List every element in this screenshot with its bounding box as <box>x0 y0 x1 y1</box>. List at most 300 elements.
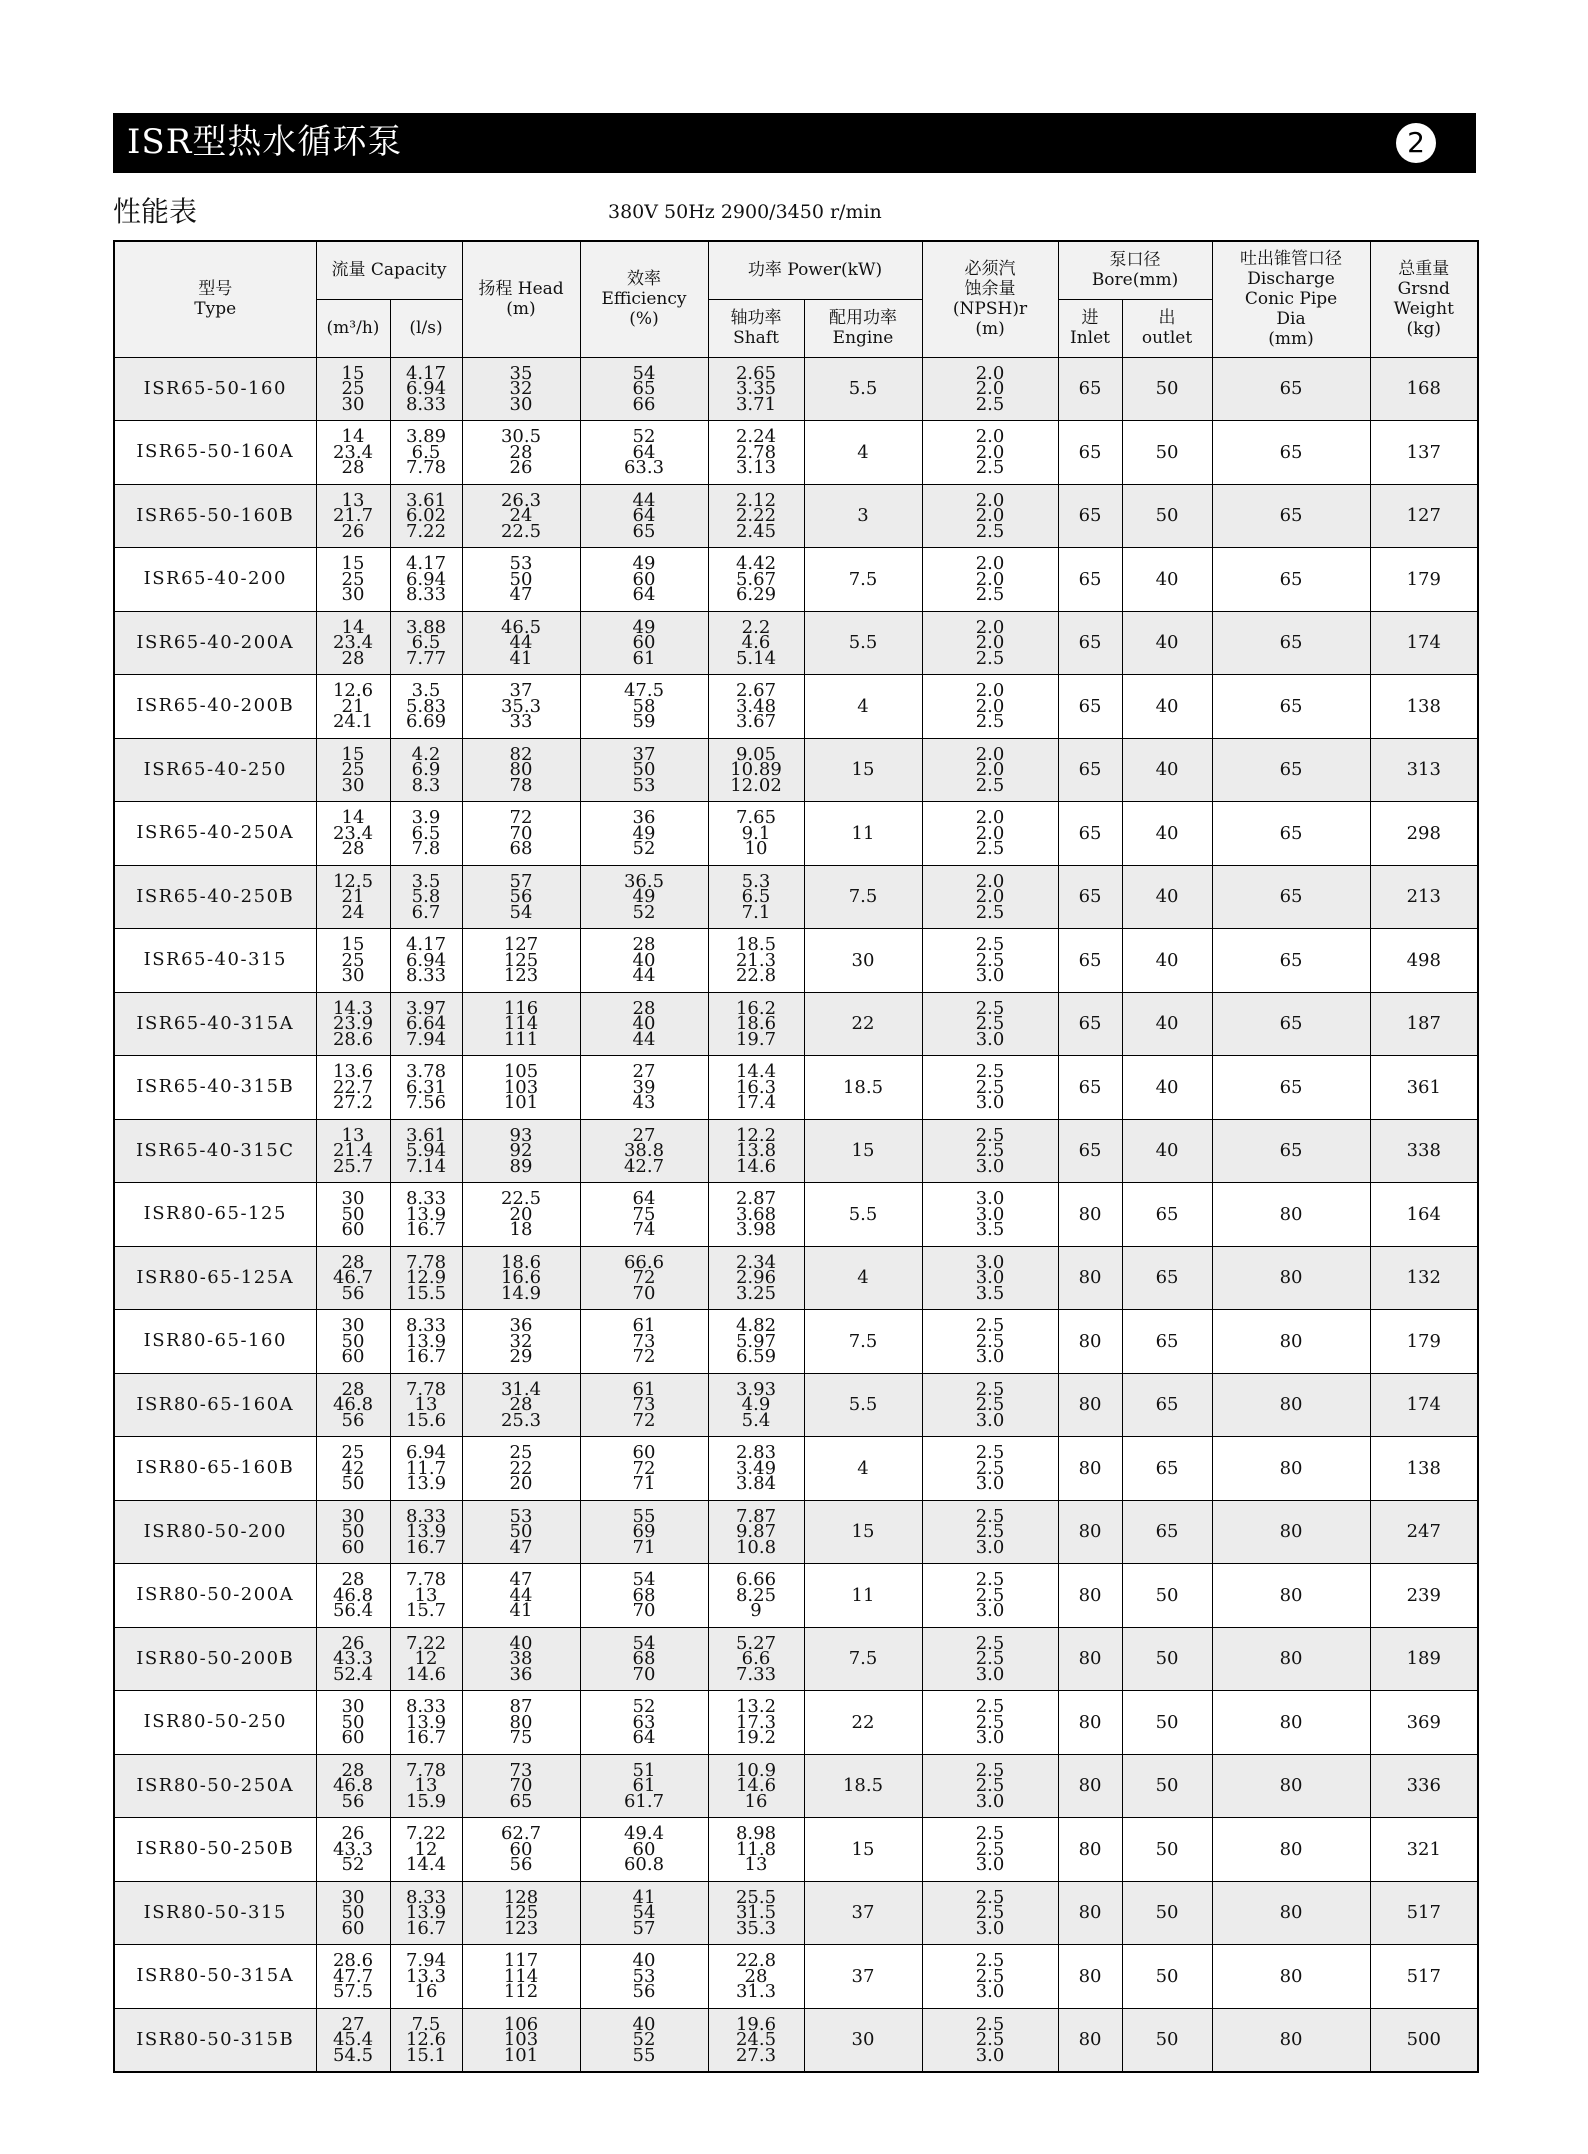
cell-type: ISR80-50-315A <box>114 1945 316 2009</box>
cell-efficiency-value: 66 <box>632 393 656 415</box>
cell-npsh-value: 2.5 <box>975 1330 1005 1352</box>
cell-capacity-m3h-value: 21 <box>341 695 365 717</box>
cell-capacity-ls-value: 7.94 <box>405 1950 447 1971</box>
cell-discharge: 65 <box>1212 357 1370 421</box>
cell-shaft-power-value: 4.82 <box>735 1315 777 1336</box>
header-head-line: 扬程 Head <box>478 279 564 300</box>
cell-capacity-ls <box>390 1119 462 1183</box>
cell-weight: 313 <box>1370 738 1478 802</box>
cell-capacity-ls-value: 6.94 <box>405 949 447 971</box>
cell-npsh <box>922 1373 1058 1437</box>
cell-capacity-m3h-value: 26 <box>341 1632 365 1654</box>
cell-head-value: 28 <box>509 1394 533 1415</box>
cell-shaft-power <box>708 1564 804 1628</box>
cell-shaft-power-value: 5.4 <box>741 1409 771 1431</box>
cell-weight: 500 <box>1370 2008 1478 2072</box>
cell-head <box>462 2008 580 2072</box>
cell-shaft-power-value: 3.35 <box>735 378 777 399</box>
cell-npsh <box>922 675 1058 739</box>
cell-head-value: 40 <box>509 1632 533 1654</box>
cell-discharge: 80 <box>1212 1310 1370 1374</box>
cell-efficiency-value: 52 <box>632 1696 656 1717</box>
cell-npsh-value: 3.0 <box>975 1203 1005 1225</box>
cell-inlet: 65 <box>1058 802 1122 866</box>
cell-capacity-m3h-value: 25 <box>341 759 365 780</box>
cell-weight: 517 <box>1370 1945 1478 2009</box>
cell-efficiency <box>580 675 708 739</box>
cell-discharge: 80 <box>1212 1564 1370 1628</box>
header-efficiency <box>580 241 708 357</box>
cell-discharge: 65 <box>1212 865 1370 929</box>
cell-efficiency-value: 64 <box>632 441 656 463</box>
cell-outlet: 40 <box>1122 865 1212 929</box>
table-row <box>114 1818 1478 1882</box>
cell-head-value: 20 <box>509 1473 533 1494</box>
cell-outlet: 50 <box>1122 2008 1212 2072</box>
cell-shaft-power-value: 18.5 <box>735 934 777 955</box>
cell-weight: 336 <box>1370 1754 1478 1818</box>
cell-shaft-power-value: 2.78 <box>735 441 777 463</box>
cell-inlet: 65 <box>1058 1056 1122 1120</box>
cell-shaft-power-value: 5.3 <box>741 870 771 892</box>
cell-head-value: 123 <box>503 965 539 986</box>
cell-shaft-power-value: 24.5 <box>735 2029 777 2050</box>
cell-efficiency-value: 49.4 <box>623 1823 665 1844</box>
cell-efficiency <box>580 1945 708 2009</box>
header-bore-line: Bore(mm) <box>1091 270 1179 291</box>
cell-shaft-power <box>708 484 804 548</box>
cell-shaft-power <box>708 1818 804 1882</box>
cell-npsh-value: 2.5 <box>975 1632 1005 1654</box>
cell-shaft-power-value: 22.8 <box>735 1950 777 1971</box>
cell-npsh-value: 2.5 <box>975 1965 1005 1987</box>
cell-npsh-value: 2.5 <box>975 774 1005 796</box>
header-weight <box>1370 241 1478 357</box>
cell-outlet: 50 <box>1122 1881 1212 1945</box>
cell-efficiency-value: 65 <box>632 520 656 542</box>
cell-head-value: 80 <box>509 1711 533 1733</box>
cell-efficiency-value: 44 <box>632 1028 656 1050</box>
cell-npsh-value: 3.5 <box>975 1282 1005 1304</box>
cell-npsh-value: 2.5 <box>975 1521 1005 1542</box>
cell-engine-power: 15 <box>804 1500 922 1564</box>
header-type-line: Type <box>194 299 237 320</box>
cell-npsh-value: 2.0 <box>975 362 1005 384</box>
cell-inlet: 80 <box>1058 1373 1122 1437</box>
cell-capacity-ls-value: 4.2 <box>411 743 441 765</box>
cell-capacity-m3h-value: 23.4 <box>332 632 374 653</box>
cell-shaft-power-value: 2.2 <box>741 616 771 638</box>
cell-npsh-value: 2.5 <box>975 520 1005 542</box>
cell-capacity-m3h-value: 30 <box>341 774 365 796</box>
cell-weight: 517 <box>1370 1881 1478 1945</box>
cell-efficiency <box>580 992 708 1056</box>
cell-type: ISR80-50-250A <box>114 1754 316 1818</box>
cell-engine-power: 7.5 <box>804 865 922 929</box>
cell-weight: 189 <box>1370 1627 1478 1691</box>
table-row <box>114 929 1478 993</box>
cell-shaft-power-value: 19.7 <box>735 1028 777 1050</box>
cell-shaft-power-value: 31.5 <box>735 1902 777 1923</box>
cell-discharge: 65 <box>1212 548 1370 612</box>
cell-type: ISR65-40-200B <box>114 675 316 739</box>
cell-capacity-ls-value: 7.14 <box>405 1155 447 1177</box>
cell-weight: 168 <box>1370 357 1478 421</box>
cell-engine-power: 4 <box>804 1246 922 1310</box>
cell-efficiency-value: 72 <box>632 1267 656 1288</box>
cell-type: ISR80-65-125A <box>114 1246 316 1310</box>
cell-shaft-power-value: 6.6 <box>741 1648 771 1669</box>
cell-npsh-value: 2.5 <box>975 1378 1005 1400</box>
cell-npsh-value: 2.5 <box>975 1061 1005 1082</box>
cell-outlet: 50 <box>1122 1564 1212 1628</box>
cell-head-value: 73 <box>509 1759 533 1781</box>
cell-efficiency-value: 59 <box>632 711 656 732</box>
cell-engine-power: 15 <box>804 1119 922 1183</box>
cell-efficiency-value: 40 <box>632 1013 656 1034</box>
cell-shaft-power-value: 35.3 <box>735 1917 777 1939</box>
cell-efficiency <box>580 1627 708 1691</box>
cell-npsh <box>922 1754 1058 1818</box>
cell-inlet: 65 <box>1058 1119 1122 1183</box>
cell-shaft-power-value: 28 <box>744 1965 768 1987</box>
cell-type: ISR65-40-315B <box>114 1056 316 1120</box>
cell-efficiency-value: 54 <box>632 1902 656 1923</box>
cell-npsh-value: 2.0 <box>975 378 1005 399</box>
cell-head <box>462 1183 580 1247</box>
cell-capacity-ls-value: 13 <box>414 1394 438 1415</box>
cell-efficiency <box>580 802 708 866</box>
cell-head-value: 36 <box>509 1315 533 1336</box>
header-npsh-line: (NPSH)r <box>952 299 1028 320</box>
header-discharge <box>1212 241 1370 357</box>
cell-shaft-power-value: 19.2 <box>735 1727 777 1748</box>
cell-capacity-ls-value: 12.6 <box>405 2029 447 2050</box>
cell-efficiency-value: 61 <box>632 647 656 669</box>
table-row <box>114 1373 1478 1437</box>
cell-capacity-m3h-value: 46.8 <box>332 1394 374 1415</box>
cell-head-value: 35.3 <box>500 695 542 717</box>
cell-efficiency-value: 51 <box>632 1759 656 1781</box>
cell-npsh <box>922 738 1058 802</box>
cell-head-value: 50 <box>509 568 533 590</box>
cell-weight: 179 <box>1370 548 1478 612</box>
cell-capacity-m3h-value: 43.3 <box>332 1648 374 1669</box>
header-head-line: (m) <box>506 299 536 320</box>
cell-engine-power: 5.5 <box>804 357 922 421</box>
cell-efficiency-value: 52 <box>632 2029 656 2050</box>
cell-capacity-m3h-value: 28 <box>341 457 365 478</box>
cell-head-value: 29 <box>509 1346 533 1367</box>
cell-shaft-power-value: 5.67 <box>735 568 777 590</box>
cell-capacity-ls <box>390 421 462 485</box>
cell-efficiency <box>580 1691 708 1755</box>
performance-table <box>113 240 1479 2073</box>
cell-capacity-ls-value: 13.9 <box>405 1711 447 1733</box>
cell-efficiency <box>580 1818 708 1882</box>
cell-shaft-power <box>708 992 804 1056</box>
cell-efficiency-value: 60.8 <box>623 1854 665 1875</box>
cell-npsh <box>922 1691 1058 1755</box>
cell-efficiency-value: 69 <box>632 1521 656 1542</box>
header-capacity: 流量 Capacity <box>316 241 462 299</box>
cell-shaft-power <box>708 1500 804 1564</box>
cell-capacity-m3h-value: 46.8 <box>332 1584 374 1606</box>
cell-efficiency <box>580 1881 708 1945</box>
cell-npsh <box>922 421 1058 485</box>
cell-shaft-power-value: 5.14 <box>735 647 777 669</box>
cell-shaft-power-value: 3.49 <box>735 1457 777 1479</box>
operating-conditions: 380V 50Hz 2900/3450 r/min <box>608 201 882 223</box>
cell-head-value: 32 <box>509 1330 533 1352</box>
cell-capacity-m3h-value: 56 <box>341 1282 365 1304</box>
cell-shaft-power-value: 14.4 <box>735 1061 777 1082</box>
cell-npsh <box>922 357 1058 421</box>
cell-npsh-value: 3.0 <box>975 965 1005 986</box>
cell-efficiency-value: 52 <box>632 426 656 447</box>
cell-head <box>462 611 580 675</box>
cell-discharge: 80 <box>1212 1437 1370 1501</box>
cell-npsh-value: 2.5 <box>975 1775 1005 1796</box>
cell-head-value: 20 <box>509 1203 533 1225</box>
cell-capacity-m3h-value: 28 <box>341 1759 365 1781</box>
cell-capacity-ls-value: 8.33 <box>405 584 447 605</box>
header-shaft-line: 轴功率 <box>730 308 782 328</box>
cell-npsh-value: 2.5 <box>975 2013 1005 2035</box>
cell-efficiency-value: 44 <box>632 965 656 986</box>
cell-head-value: 41 <box>509 1600 533 1621</box>
cell-capacity-m3h-value: 26 <box>341 520 365 542</box>
cell-capacity-ls-value: 12 <box>414 1648 438 1669</box>
cell-type: ISR80-65-160B <box>114 1437 316 1501</box>
cell-head-value: 93 <box>509 1124 533 1146</box>
cell-head-value: 47 <box>509 584 533 605</box>
header-capacity-ls: (l/s) <box>390 299 462 357</box>
cell-head-value: 103 <box>503 2029 539 2050</box>
cell-engine-power: 5.5 <box>804 611 922 675</box>
cell-npsh-value: 3.0 <box>975 1727 1005 1748</box>
cell-head <box>462 1119 580 1183</box>
cell-capacity-ls-value: 3.61 <box>405 1124 447 1146</box>
cell-shaft-power-value: 3.68 <box>735 1203 777 1225</box>
cell-npsh-value: 2.0 <box>975 886 1005 907</box>
cell-efficiency-value: 54 <box>632 362 656 384</box>
cell-engine-power: 4 <box>804 421 922 485</box>
cell-efficiency <box>580 1564 708 1628</box>
cell-head-value: 44 <box>509 632 533 653</box>
cell-npsh-value: 2.5 <box>975 1823 1005 1844</box>
header-weight-line: Grsnd <box>1397 279 1450 300</box>
cell-engine-power: 15 <box>804 738 922 802</box>
cell-head-value: 35 <box>509 362 533 384</box>
cell-capacity-ls-value: 15.1 <box>405 2044 447 2066</box>
cell-type: ISR80-50-250B <box>114 1818 316 1882</box>
cell-capacity-m3h <box>316 484 390 548</box>
cell-npsh-value: 2.0 <box>975 426 1005 447</box>
cell-npsh-value: 2.5 <box>975 901 1005 923</box>
cell-outlet: 50 <box>1122 1818 1212 1882</box>
cell-efficiency-value: 63 <box>632 1711 656 1733</box>
cell-shaft-power-value: 16.3 <box>735 1076 777 1098</box>
cell-efficiency-value: 73 <box>632 1330 656 1352</box>
cell-npsh-value: 2.5 <box>975 838 1005 859</box>
cell-capacity-ls-value: 15.7 <box>405 1600 447 1621</box>
cell-discharge: 65 <box>1212 1056 1370 1120</box>
cell-capacity-m3h-value: 12.5 <box>332 870 374 892</box>
performance-table-body <box>114 357 1478 2072</box>
cell-efficiency-value: 60 <box>632 632 656 653</box>
table-row <box>114 1246 1478 1310</box>
cell-efficiency-value: 58 <box>632 695 656 717</box>
cell-shaft-power-value: 4.9 <box>741 1394 771 1415</box>
cell-efficiency-value: 49 <box>632 553 656 574</box>
cell-capacity-ls <box>390 357 462 421</box>
cell-capacity-ls-value: 13.3 <box>405 1965 447 1987</box>
cell-capacity-ls <box>390 738 462 802</box>
cell-type: ISR80-50-250 <box>114 1691 316 1755</box>
cell-capacity-ls-value: 15.9 <box>405 1790 447 1812</box>
cell-head-value: 25.3 <box>500 1409 542 1431</box>
cell-capacity-ls <box>390 1881 462 1945</box>
cell-npsh-value: 3.0 <box>975 1409 1005 1431</box>
cell-shaft-power <box>708 1945 804 2009</box>
cell-capacity-ls <box>390 929 462 993</box>
cell-capacity-ls-value: 14.4 <box>405 1854 447 1875</box>
cell-npsh-value: 2.0 <box>975 441 1005 463</box>
cell-efficiency-value: 61 <box>632 1315 656 1336</box>
cell-shaft-power <box>708 1183 804 1247</box>
cell-efficiency-value: 72 <box>632 1457 656 1479</box>
cell-capacity-m3h <box>316 1246 390 1310</box>
cell-head-value: 75 <box>509 1727 533 1748</box>
cell-npsh-value: 3.0 <box>975 1663 1005 1685</box>
cell-head-value: 16.6 <box>500 1267 542 1288</box>
cell-outlet: 65 <box>1122 1500 1212 1564</box>
cell-head-value: 30 <box>509 393 533 415</box>
cell-capacity-m3h-value: 52 <box>341 1854 365 1875</box>
cell-npsh-value: 2.5 <box>975 997 1005 1019</box>
header-outlet <box>1122 299 1212 357</box>
cell-capacity-m3h-value: 23.9 <box>332 1013 374 1034</box>
cell-efficiency-value: 53 <box>632 774 656 796</box>
cell-capacity-ls-value: 5.8 <box>411 886 441 907</box>
cell-capacity-m3h-value: 28 <box>341 1251 365 1273</box>
cell-capacity-ls-value: 6.64 <box>405 1013 447 1034</box>
cell-capacity-m3h-value: 60 <box>341 1346 365 1367</box>
cell-capacity-ls-value: 3.78 <box>405 1061 447 1082</box>
cell-capacity-m3h <box>316 738 390 802</box>
cell-type: ISR80-50-315 <box>114 1881 316 1945</box>
cell-efficiency-value: 54 <box>632 1569 656 1590</box>
cell-shaft-power-value: 2.22 <box>735 505 777 526</box>
cell-capacity-ls-value: 16.7 <box>405 1219 447 1240</box>
cell-capacity-m3h <box>316 1818 390 1882</box>
cell-npsh-value: 3.0 <box>975 1981 1005 2002</box>
cell-efficiency <box>580 1437 708 1501</box>
cell-capacity-ls <box>390 992 462 1056</box>
cell-shaft-power-value: 7.65 <box>735 807 777 828</box>
cell-inlet: 80 <box>1058 1437 1122 1501</box>
cell-engine-power: 18.5 <box>804 1056 922 1120</box>
cell-weight: 138 <box>1370 1437 1478 1501</box>
cell-discharge: 80 <box>1212 1754 1370 1818</box>
cell-shaft-power-value: 27.3 <box>735 2044 777 2066</box>
cell-inlet: 80 <box>1058 1691 1122 1755</box>
cell-efficiency-value: 61 <box>632 1378 656 1400</box>
cell-outlet: 50 <box>1122 1945 1212 2009</box>
cell-type: ISR65-40-315A <box>114 992 316 1056</box>
cell-engine-power: 7.5 <box>804 548 922 612</box>
cell-capacity-ls-value: 7.78 <box>405 1569 447 1590</box>
cell-head <box>462 1945 580 2009</box>
cell-discharge: 65 <box>1212 802 1370 866</box>
cell-type: ISR80-65-125 <box>114 1183 316 1247</box>
table-row <box>114 357 1478 421</box>
cell-capacity-ls <box>390 548 462 612</box>
cell-efficiency-value: 52 <box>632 838 656 859</box>
cell-inlet: 65 <box>1058 357 1122 421</box>
cell-capacity-ls <box>390 1437 462 1501</box>
cell-shaft-power-value: 2.12 <box>735 489 777 511</box>
cell-npsh-value: 3.0 <box>975 1092 1005 1113</box>
cell-outlet: 40 <box>1122 802 1212 866</box>
cell-capacity-m3h-value: 25 <box>341 949 365 971</box>
cell-shaft-power-value: 3.93 <box>735 1378 777 1400</box>
cell-type: ISR65-40-250 <box>114 738 316 802</box>
cell-head <box>462 1881 580 1945</box>
cell-shaft-power-value: 12.02 <box>730 774 782 796</box>
header-discharge-line: Discharge <box>1247 269 1335 290</box>
cell-efficiency-value: 56 <box>632 1981 656 2002</box>
cell-head <box>462 548 580 612</box>
cell-capacity-ls-value: 14.6 <box>405 1663 447 1685</box>
section-subtitle: 性能表 <box>113 195 198 228</box>
cell-head <box>462 1818 580 1882</box>
table-row <box>114 1310 1478 1374</box>
cell-shaft-power <box>708 1373 804 1437</box>
cell-engine-power: 4 <box>804 1437 922 1501</box>
cell-head <box>462 357 580 421</box>
cell-npsh-value: 2.5 <box>975 393 1005 415</box>
cell-npsh <box>922 1246 1058 1310</box>
cell-efficiency-value: 53 <box>632 1965 656 1987</box>
cell-head-value: 18 <box>509 1219 533 1240</box>
cell-head-value: 106 <box>503 2013 539 2035</box>
cell-capacity-ls-value: 8.33 <box>405 1886 447 1908</box>
cell-capacity-m3h-value: 60 <box>341 1727 365 1748</box>
cell-capacity-ls <box>390 1310 462 1374</box>
cell-efficiency <box>580 738 708 802</box>
cell-capacity-ls-value: 12 <box>414 1838 438 1860</box>
cell-discharge: 65 <box>1212 738 1370 802</box>
cell-shaft-power-value: 9 <box>750 1600 762 1621</box>
cell-capacity-ls <box>390 675 462 739</box>
cell-npsh <box>922 1119 1058 1183</box>
cell-capacity-ls-value: 7.22 <box>405 1632 447 1654</box>
cell-efficiency-value: 40 <box>632 1950 656 1971</box>
cell-capacity-m3h-value: 50 <box>341 1711 365 1733</box>
cell-capacity-ls-value: 12.9 <box>405 1267 447 1288</box>
cell-head <box>462 421 580 485</box>
table-row <box>114 992 1478 1056</box>
cell-capacity-ls-value: 6.94 <box>405 568 447 590</box>
cell-shaft-power-value: 2.34 <box>735 1251 777 1273</box>
cell-shaft-power-value: 3.71 <box>735 393 777 415</box>
cell-shaft-power-value: 31.3 <box>735 1981 777 2002</box>
cell-capacity-ls <box>390 1691 462 1755</box>
cell-capacity-m3h-value: 27.2 <box>332 1092 374 1113</box>
cell-capacity-m3h-value: 30 <box>341 1505 365 1527</box>
